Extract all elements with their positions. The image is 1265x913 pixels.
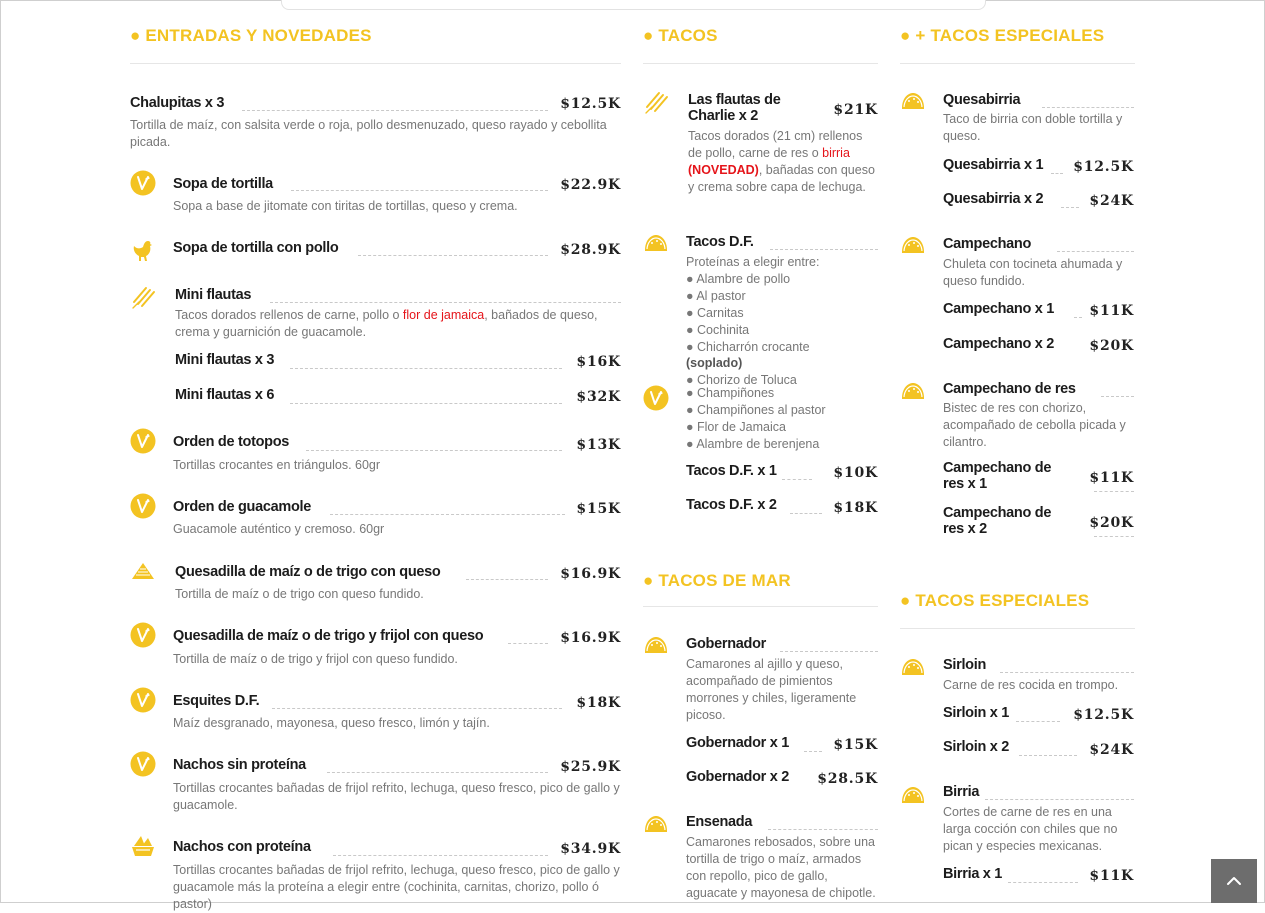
protein-option: ● Carnitas	[686, 306, 744, 320]
section-divider	[643, 63, 878, 64]
protein-option: ● Chorizo de Toluca	[686, 373, 797, 387]
item-price-quesadilla-frijol: $16.9K	[560, 630, 621, 646]
item-desc-campechano-res: Bistec de res con chorizo, acompañado de cebolla picada y cilantro.	[943, 401, 1126, 449]
item-desc-esquites: Maíz desgranado, mayonesa, queso fresco, limón y tajín.	[173, 716, 490, 730]
vegetarian-icon	[130, 687, 156, 713]
variant-name: Mini flautas x 6	[175, 387, 275, 403]
top-search-bar[interactable]	[281, 0, 986, 10]
variant-name: Campechano x 1	[943, 301, 1055, 317]
dotted-leader	[1042, 107, 1134, 108]
item-desc-quesabirria: Taco de birria con doble tortilla y queso.	[943, 112, 1123, 143]
dotted-leader	[327, 772, 548, 773]
item-name-sopa-pollo: Sopa de tortilla con pollo	[173, 240, 339, 256]
dotted-leader	[466, 579, 548, 580]
variant-price: $18K	[833, 500, 878, 516]
taco-icon	[643, 632, 669, 658]
item-price-sopa-tortilla: $22.9K	[560, 177, 621, 193]
item-name-sirloin: Sirloin	[943, 657, 987, 673]
dotted-leader	[780, 651, 878, 652]
section-divider	[900, 63, 1135, 64]
dotted-leader	[508, 643, 548, 644]
flautas-icon	[130, 284, 156, 310]
item-desc-birria: Cortes de carne de res en una larga cocción con chiles que no pican y especies mexicanas.	[943, 805, 1118, 853]
item-price-sopa-pollo: $28.9K	[560, 242, 621, 258]
dotted-leader	[985, 799, 1134, 800]
variant-name: Campechano x 2	[943, 336, 1055, 352]
dotted-leader	[1000, 672, 1134, 673]
variant-name: Sirloin x 1	[943, 705, 1009, 721]
item-name-campechano: Campechano	[943, 236, 1032, 252]
item-name-tacos-df: Tacos D.F.	[686, 234, 754, 250]
section-title-tacos: ● TACOS	[643, 26, 718, 45]
vegetarian-icon	[643, 385, 669, 411]
item-name-chalupitas: Chalupitas x 3	[130, 95, 225, 111]
item-desc-nachos-con: Tortillas crocantes bañadas de frijol refrito, lechuga, queso fresco, pico de gallo y guacamole más la proteína a elegir entre (cochinita, carnitas, chorizo, pollo ó pastor)	[173, 863, 620, 911]
variant-name: Quesabirria x 1	[943, 157, 1044, 173]
item-price-quesadilla-queso: $16.9K	[560, 566, 621, 582]
dotted-leader	[330, 514, 565, 515]
dotted-leader	[272, 708, 562, 709]
desc-text: , bañados de queso, crema y guarnición de guacamole.	[175, 308, 598, 339]
item-desc-mini-flautas	[175, 307, 615, 341]
protein-option: ● Champiñones al pastor	[686, 403, 826, 417]
variant-price: $16K	[576, 354, 621, 370]
section-divider	[900, 628, 1135, 629]
item-desc-ensenada: Camarones rebosados, sobre una tortilla de trigo o maíz, armados con repollo, pico de gallo, aguacate y mayonesa de chipotle.	[686, 835, 876, 900]
taco-icon	[900, 654, 926, 680]
item-desc-gobernador: Camarones al ajillo y queso, acompañado de pimientos morrones y chiles, ligeramente picoso.	[686, 657, 857, 722]
item-price-totopos: $13K	[576, 437, 621, 453]
desc-text: Tacos dorados (21 cm) rellenos de pollo, carne de res o	[688, 129, 863, 160]
dotted-leader	[1094, 491, 1134, 492]
nachos-icon	[130, 833, 156, 859]
variant-price: $24K	[1089, 193, 1134, 209]
dotted-leader	[358, 255, 548, 256]
protein-option: ● Al pastor	[686, 289, 746, 303]
variant-price: $11K	[1089, 470, 1134, 486]
item-name-ensenada: Ensenada	[686, 814, 753, 830]
dotted-leader	[333, 855, 548, 856]
taco-icon	[900, 378, 926, 404]
protein-option: ● Flor de Jamaica	[686, 420, 786, 434]
taco-icon	[643, 811, 669, 837]
taco-icon	[643, 230, 669, 256]
taco-icon	[900, 232, 926, 258]
item-desc-chalupitas: Tortilla de maíz, con salsita verde o roja, pollo desmenuzado, queso rayado y cebollita picada.	[130, 118, 607, 149]
dotted-leader	[770, 249, 878, 250]
variant-price: $20K	[1089, 515, 1134, 531]
desc-text: , bañadas con queso y crema sobre capa de lechuga.	[688, 163, 875, 194]
variant-name: Sirloin x 2	[943, 739, 1009, 755]
item-name-gobernador: Gobernador	[686, 636, 766, 652]
protein-option: ● Alambre de berenjena	[686, 437, 820, 451]
flautas-icon	[643, 89, 669, 115]
item-desc-guacamole: Guacamole auténtico y cremoso. 60gr	[173, 522, 385, 536]
dotted-leader	[1094, 536, 1134, 537]
item-desc-sirloin: Carne de res cocida en trompo.	[943, 678, 1119, 692]
section-title-tacos-especiales: ● TACOS ESPECIALES	[900, 591, 1090, 610]
desc-highlight: birria	[822, 146, 850, 160]
item-name-campechano-res: Campechano de res	[943, 381, 1076, 397]
section-divider	[643, 606, 878, 607]
variant-price: $12.5K	[1073, 707, 1134, 723]
variant-price: $11K	[1089, 303, 1134, 319]
item-name-quesabirria: Quesabirria	[943, 92, 1021, 108]
vegetarian-icon	[130, 493, 156, 519]
desc-text: Tacos dorados rellenos de carne, pollo o	[175, 308, 403, 322]
chevron-up-icon	[1211, 859, 1257, 903]
protein-option: (soplado)	[686, 356, 743, 370]
item-name-nachos-sin: Nachos sin proteína	[173, 757, 306, 773]
vegetarian-icon	[130, 751, 156, 777]
item-name-birria: Birria	[943, 784, 980, 800]
dotted-leader	[290, 368, 562, 369]
item-price-nachos-sin: $25.9K	[560, 759, 621, 775]
variant-price: $12.5K	[1073, 159, 1134, 175]
variant-name: Birria x 1	[943, 866, 1003, 882]
variant-price: $20K	[1089, 338, 1134, 354]
chicken-icon	[130, 235, 156, 267]
protein-option: ● Champiñones	[686, 386, 775, 400]
protein-option: ● Cochinita	[686, 323, 750, 337]
taco-icon	[900, 782, 926, 808]
item-name-flautas-charlie: Las flautas de Charlie x 2	[688, 92, 781, 124]
item-price-chalupitas: $12.5K	[560, 96, 621, 112]
item-name-guacamole: Orden de guacamole	[173, 499, 312, 515]
section-title-entradas: ● ENTRADAS Y NOVEDADES	[130, 26, 372, 45]
variant-name: Gobernador x 1	[686, 735, 789, 751]
item-price-guacamole: $15K	[576, 501, 621, 517]
section-divider	[130, 63, 621, 64]
item-desc-nachos-sin: Tortillas crocantes bañadas de frijol refrito, lechuga, queso fresco, pico de gallo y guacamole.	[173, 781, 620, 812]
scroll-to-top-button[interactable]	[1211, 859, 1257, 903]
variant-price: $15K	[833, 737, 878, 753]
dotted-leader	[768, 829, 878, 830]
variant-name: Gobernador x 2	[686, 769, 789, 785]
dotted-leader	[290, 403, 562, 404]
vegetarian-icon	[130, 428, 156, 454]
variant-name: Campechano de res x 1	[943, 460, 1052, 492]
item-name-nachos-con: Nachos con proteína	[173, 839, 311, 855]
item-name-quesadilla-frijol: Quesadilla de maíz o de trigo y frijol con queso	[173, 628, 484, 644]
item-name-esquites: Esquites D.F.	[173, 693, 260, 709]
dotted-leader	[242, 110, 548, 111]
variant-name: Tacos D.F. x 1	[686, 463, 777, 479]
dotted-leader	[291, 190, 548, 191]
dotted-leader	[1101, 396, 1134, 397]
taco-icon	[900, 88, 926, 114]
item-desc-quesadilla-queso: Tortilla de maíz o de trigo con queso fundido.	[175, 587, 424, 601]
item-name-mini-flautas: Mini flautas	[175, 287, 252, 303]
protein-option: ● Chicharrón crocante	[686, 340, 810, 354]
variant-name: Tacos D.F. x 2	[686, 497, 777, 513]
section-title-tacos-mar: ● TACOS DE MAR	[643, 571, 791, 590]
item-desc-campechano: Chuleta con tocineta ahumada y queso fundido.	[943, 257, 1123, 288]
item-desc-flautas-charlie	[688, 128, 878, 196]
item-desc-totopos: Tortillas crocantes en triángulos. 60gr	[173, 458, 381, 472]
item-desc-quesadilla-frijol: Tortilla de maíz o de trigo y frijol con queso fundido.	[173, 652, 458, 666]
protein-option: ● Alambre de pollo	[686, 272, 791, 286]
item-name-sopa-tortilla: Sopa de tortilla	[173, 176, 273, 192]
variant-price: $10K	[833, 465, 878, 481]
dotted-leader	[1057, 251, 1134, 252]
variant-price: $28.5K	[817, 771, 878, 787]
item-price-nachos-con: $34.9K	[560, 841, 621, 857]
vegetarian-icon	[130, 622, 156, 648]
variant-name: Quesabirria x 2	[943, 191, 1044, 207]
item-name-quesadilla-queso: Quesadilla de maíz o de trigo con queso	[175, 564, 441, 580]
quesadilla-icon	[130, 558, 156, 584]
section-title-mas-tacos-especiales: ● + TACOS ESPECIALES	[900, 26, 1105, 45]
item-desc-tacos-df: Proteínas a elegir entre:	[686, 255, 820, 269]
variant-price: $24K	[1089, 742, 1134, 758]
item-price-esquites: $18K	[576, 695, 621, 711]
dotted-leader	[270, 302, 621, 303]
novedad-badge: (NOVEDAD)	[688, 163, 759, 177]
dotted-leader	[1016, 721, 1060, 722]
desc-highlight: flor de jamaica	[402, 308, 485, 322]
item-desc-sopa-tortilla: Sopa a base de jitomate con tiritas de tortillas, queso y crema.	[173, 199, 518, 213]
dotted-leader	[306, 450, 562, 451]
item-name-totopos: Orden de totopos	[173, 434, 290, 450]
variant-price: $32K	[576, 389, 621, 405]
variant-price: $11K	[1089, 868, 1134, 884]
variant-name: Campechano de res x 2	[943, 505, 1052, 537]
vegetarian-icon	[130, 170, 156, 196]
variant-name: Mini flautas x 3	[175, 352, 275, 368]
item-price-flautas-charlie: $21K	[833, 102, 878, 118]
